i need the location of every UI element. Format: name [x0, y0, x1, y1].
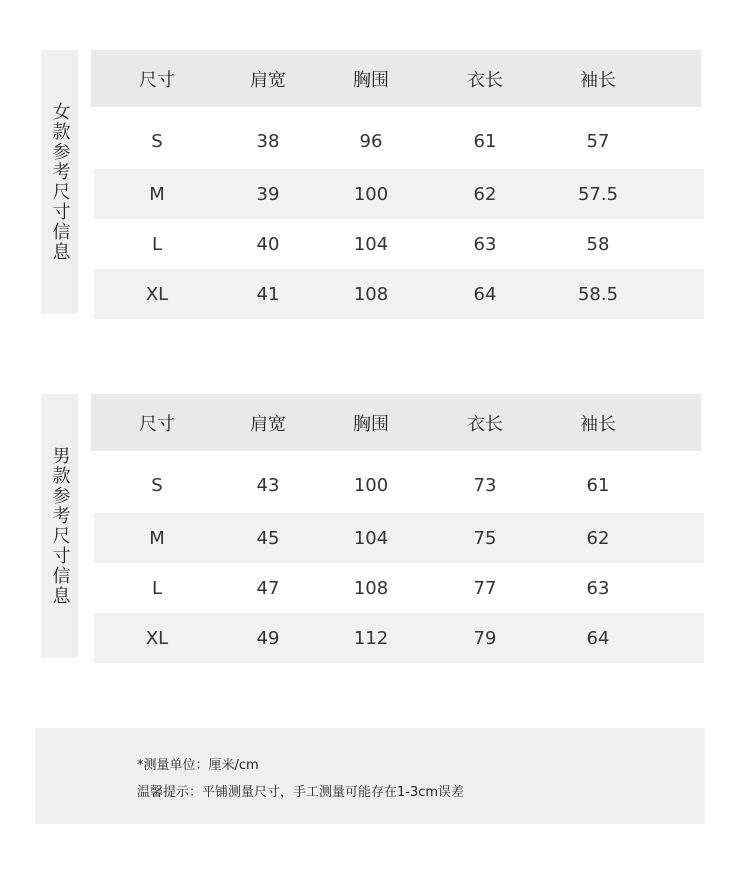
sleeve-cell: 57	[586, 130, 610, 152]
shoulder-cell: 41	[256, 283, 280, 305]
shoulder-cell: 45	[256, 527, 280, 549]
header-size: 尺寸	[139, 69, 175, 91]
shoulder-cell: 43	[256, 474, 280, 496]
table-row	[91, 219, 704, 269]
header-length: 衣长	[467, 69, 503, 91]
size-cell: L	[151, 577, 163, 599]
notes-box	[35, 728, 705, 824]
length-cell: 62	[473, 183, 497, 205]
sleeve-cell: 58.5	[577, 283, 619, 305]
chest-cell: 104	[353, 233, 389, 255]
size-cell: M	[149, 527, 165, 549]
size-cell: XL	[145, 283, 169, 305]
sleeve-cell: 64	[586, 627, 610, 649]
chest-cell: 112	[353, 627, 389, 649]
table-header-row	[91, 50, 701, 107]
table-row	[94, 613, 704, 663]
length-cell: 79	[473, 627, 497, 649]
length-cell: 61	[473, 130, 497, 152]
table-row	[91, 107, 704, 169]
table-row	[94, 269, 704, 319]
size-cell: S	[151, 130, 163, 152]
sleeve-cell: 57.5	[577, 183, 619, 205]
chest-cell: 108	[353, 283, 389, 305]
size-cell: M	[149, 183, 165, 205]
shoulder-cell: 38	[256, 130, 280, 152]
men-section-label	[41, 394, 78, 658]
header-shoulder: 肩宽	[250, 69, 286, 91]
sleeve-cell: 61	[586, 474, 610, 496]
size-cell: S	[151, 474, 163, 496]
shoulder-cell: 47	[256, 577, 280, 599]
header-chest: 胸围	[353, 69, 389, 91]
length-cell: 73	[473, 474, 497, 496]
chest-cell: 108	[353, 577, 389, 599]
sleeve-cell: 63	[586, 577, 610, 599]
women-section-label	[41, 50, 78, 314]
chest-cell: 104	[353, 527, 389, 549]
length-cell: 75	[473, 527, 497, 549]
women-size-table	[91, 50, 704, 319]
table-row	[94, 513, 704, 563]
chest-cell: 100	[353, 474, 389, 496]
header-chest: 胸围	[353, 413, 389, 435]
header-sleeve: 袖长	[580, 413, 616, 435]
length-cell: 63	[473, 233, 497, 255]
unit-note: *测量单位：厘米/cm	[137, 758, 259, 773]
length-cell: 64	[473, 283, 497, 305]
men-label-text: 男款参考尺寸信息	[49, 446, 71, 606]
sleeve-cell: 62	[586, 527, 610, 549]
header-sleeve: 袖长	[580, 69, 616, 91]
chest-cell: 100	[353, 183, 389, 205]
shoulder-cell: 40	[256, 233, 280, 255]
shoulder-cell: 39	[256, 183, 280, 205]
header-size: 尺寸	[139, 413, 175, 435]
table-row	[91, 451, 704, 513]
length-cell: 77	[473, 577, 497, 599]
chest-cell: 96	[359, 130, 383, 152]
table-header-row	[91, 394, 701, 451]
men-size-table	[91, 394, 704, 663]
sleeve-cell: 58	[586, 233, 610, 255]
table-row	[91, 563, 704, 613]
shoulder-cell: 49	[256, 627, 280, 649]
size-cell: XL	[145, 627, 169, 649]
women-label-text: 女款参考尺寸信息	[49, 102, 71, 262]
table-row	[94, 169, 704, 219]
measurement-tip: 温馨提示：平铺测量尺寸，手工测量可能存在1-3cm误差	[137, 785, 465, 800]
header-length: 衣长	[467, 413, 503, 435]
size-cell: L	[151, 233, 163, 255]
header-shoulder: 肩宽	[250, 413, 286, 435]
